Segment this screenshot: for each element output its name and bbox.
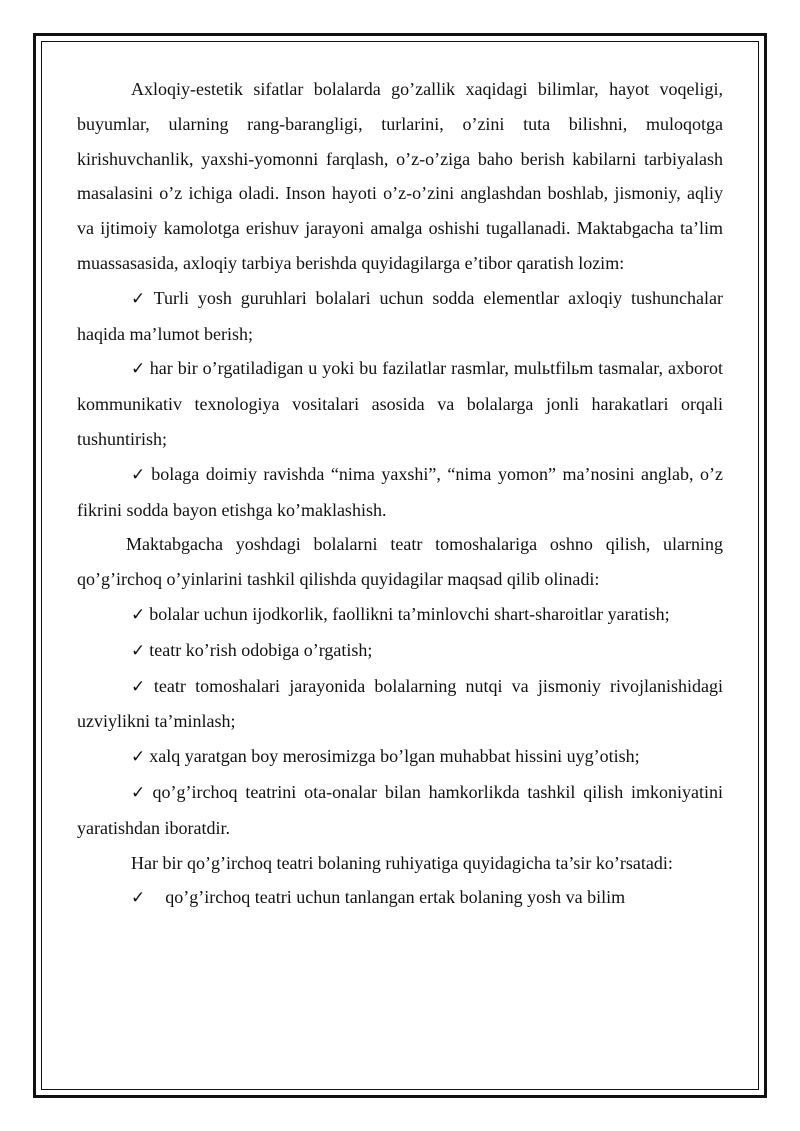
paragraph-theatre: Maktabgacha yoshdagi bolalarni teatr tomoshalariga oshno qilish, ularning qo’g’irchoq o’yinlarini tashkil qilishda quyidagilar maqsad qilib olinadi: [77, 534, 723, 590]
checkmark-icon: ✓ [131, 676, 150, 697]
list-item-text: bolaga doimiy ravishda “nima yaxshi”, “nima yomon” ma’nosini anglab, o’z fikrini sodda bayon etishga ko’maklashish. [77, 463, 723, 520]
checkmark-icon: ✓ [131, 288, 150, 309]
paragraph-intro: Axloqiy-estetik sifatlar bolalarda go’zallik xaqidagi bilimlar, hayot voqeligi, buyumlar, ularning rang-barangligi, turlarini, o’zini tuta bilishni, muloqotga kirishuvchanlik, yaxshi-yomonni farqlash, o’z-o’ziga baho berish kabilarni tarbiyalash masalasini o’z ichiga oladi. Inson hayoti o’z-o’zini anglashdan boshlab, jismoniy, aqliy va ijtimoiy kamolotga erishuv jarayoni amalga oshishi tugallanadi. Maktabgacha ta’lim muassasasida, axloqiy tarbiya berishda quyidagilarga e’tibor qaratish lozim: [77, 79, 723, 273]
list-item [77, 633, 723, 669]
paragraph-effect: Har bir qo’g’irchoq teatri bolaning ruhiyatiga quyidagicha ta’sir ko’rsatadi: [131, 852, 673, 873]
checkmark-icon: ✓ [131, 782, 149, 803]
list-item [77, 739, 723, 775]
list-item-text: har bir o’rgatiladigan u yoki bu fazilatlar rasmlar, mulьtfilьm tasmalar, axborot kommunikativ texnologiya vositalari asosida va bolalarga jonli harakatlari orqali tushuntirish; [77, 358, 724, 449]
list-item [77, 880, 723, 916]
checkmark-icon: ✓ [131, 464, 148, 485]
list-item [77, 669, 723, 740]
list-item-text: teatr ko’rish odobiga o’rgatish; [149, 639, 373, 660]
list-item-text: qo’g’irchoq teatri uchun tanlangan ertak bolaning yosh va bilim [165, 887, 626, 908]
list-item-text: qo’g’irchoq teatrini ota-onalar bilan hamkorlikda tashkil qilish imkoniyatini yaratishdan iboratdir. [77, 781, 723, 838]
list-item [77, 597, 723, 633]
list-item [77, 281, 723, 352]
list-item [77, 775, 723, 846]
checkmark-icon: ✓ [131, 640, 146, 661]
list-item-text: xalq yaratgan boy merosimizga bo’lgan muhabbat hissini uyg’otish; [149, 746, 640, 767]
list-item [77, 457, 723, 528]
checkmark-icon: ✓ [131, 747, 146, 768]
list-item-text: Turli yosh guruhlari bolalari uchun sodda elementlar axloqiy tushunchalar haqida ma’lumot berish; [77, 287, 723, 344]
list-item-text: bolalar uchun ijodkorlik, faollikni ta’minlovchi shart-sharoitlar yaratish; [149, 603, 670, 624]
checkmark-icon: ✓ [131, 604, 146, 625]
checkmark-icon: ✓ [131, 888, 146, 909]
list-item [77, 351, 723, 456]
list-item-text: teatr tomoshalari jarayonida bolalarning nutqi va jismoniy rivojlanishidagi uzviylikni ta’minlash; [77, 675, 723, 732]
checkmark-icon: ✓ [131, 359, 146, 380]
document-body [77, 72, 723, 916]
